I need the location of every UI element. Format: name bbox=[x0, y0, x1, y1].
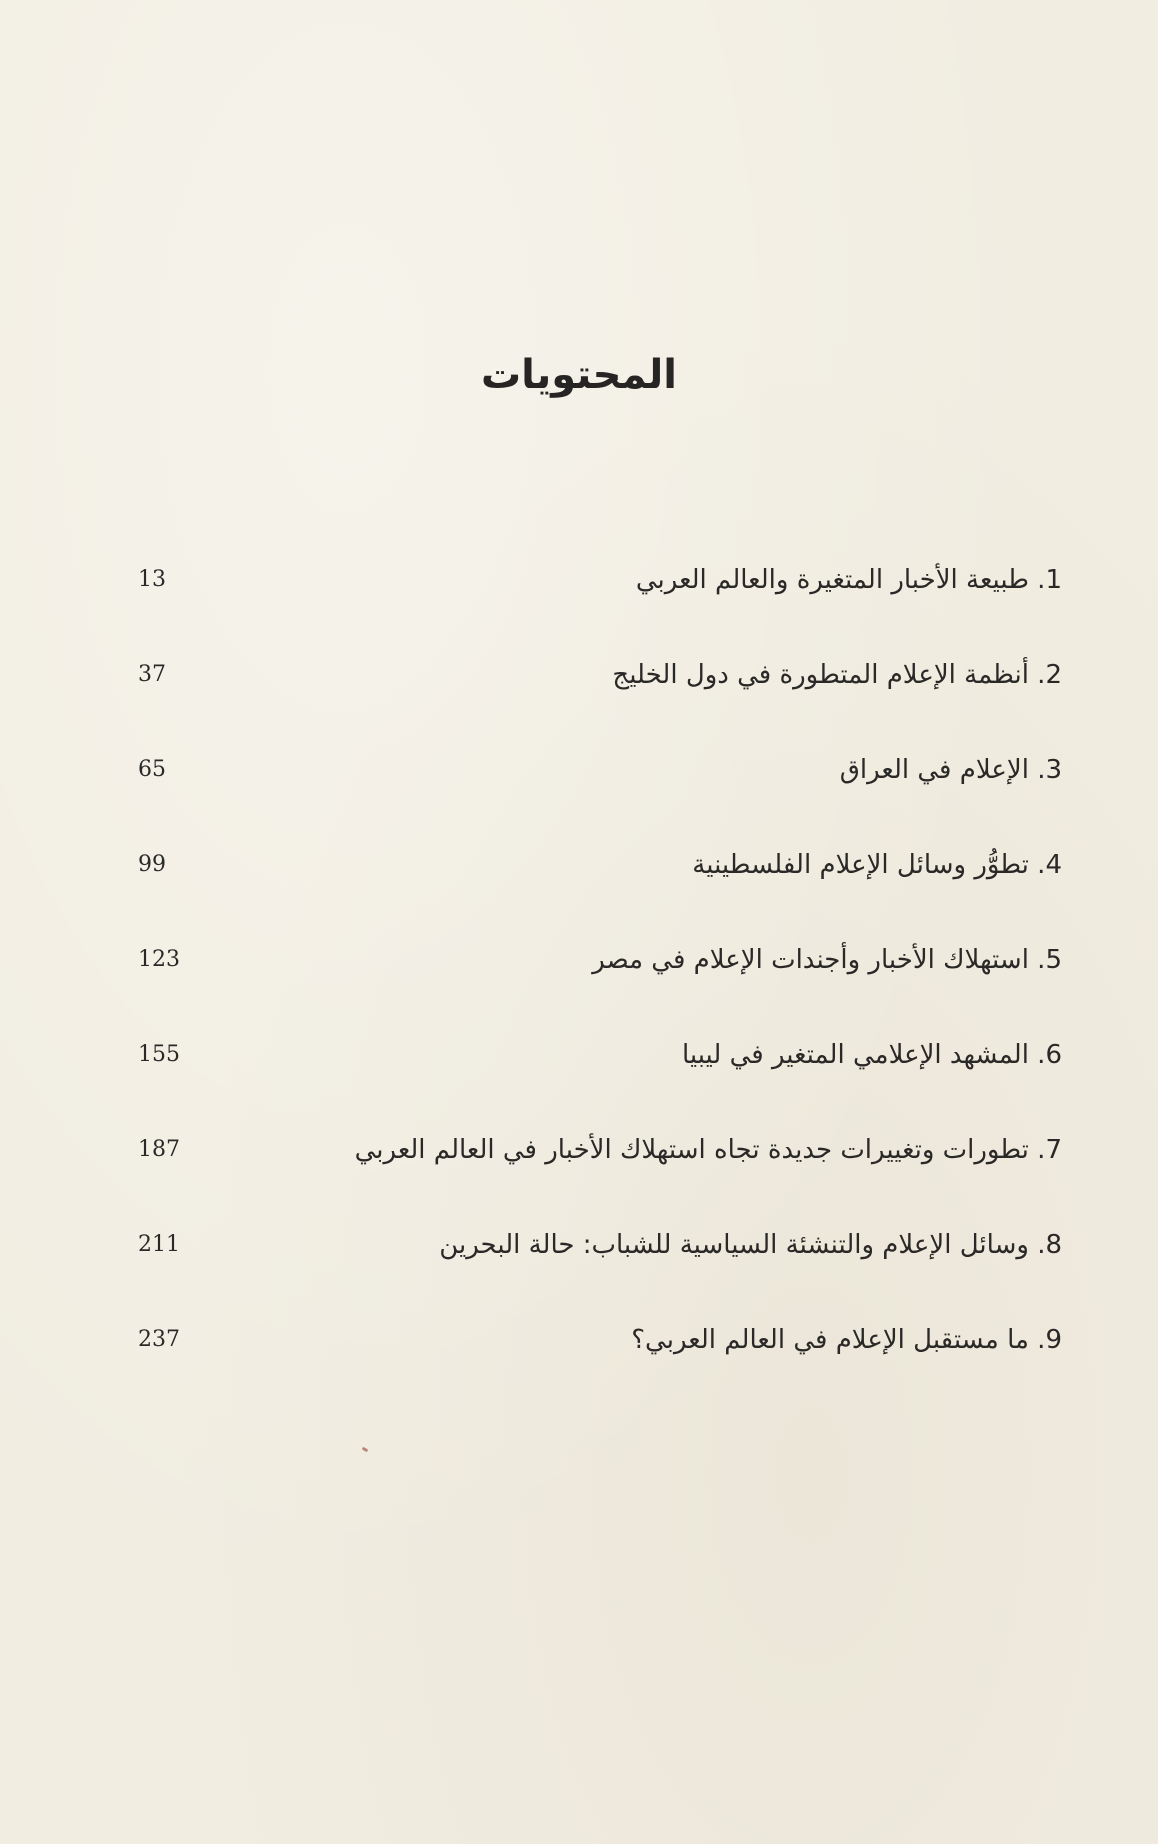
toc-entry-8 bbox=[130, 1221, 1062, 1316]
toc-entry-2 bbox=[130, 651, 1062, 746]
toc-entry-page-number: 187 bbox=[138, 1137, 180, 1162]
toc-entry-3 bbox=[130, 746, 1062, 841]
toc-entry-title: 7. تطورات وتغييرات جديدة تجاه استهلاك الأخبار في العالم العربي bbox=[354, 1135, 1062, 1165]
toc-entry-7 bbox=[130, 1126, 1062, 1221]
toc-entry-page-number: 123 bbox=[138, 947, 180, 972]
toc-entry-1 bbox=[130, 556, 1062, 651]
toc-entry-page-number: 99 bbox=[138, 852, 166, 877]
toc-entry-page-number: 155 bbox=[138, 1042, 180, 1067]
toc-entry-title: 5. استهلاك الأخبار وأجندات الإعلام في مصر bbox=[592, 945, 1062, 975]
toc-entry-page-number: 13 bbox=[138, 567, 166, 592]
toc-entry-title: 6. المشهد الإعلامي المتغير في ليبيا bbox=[681, 1040, 1062, 1070]
paper-speck bbox=[362, 1447, 369, 1453]
toc-entry-page-number: 211 bbox=[138, 1232, 180, 1257]
toc-entry-9 bbox=[130, 1316, 1062, 1411]
toc-entry-page-number: 237 bbox=[138, 1327, 180, 1352]
toc-entry-page-number: 37 bbox=[138, 662, 166, 687]
toc-entry-5 bbox=[130, 936, 1062, 1031]
toc-entry-title: 8. وسائل الإعلام والتنشئة السياسية للشباب: حالة البحرين bbox=[439, 1230, 1062, 1260]
toc-entry-title: 1. طبيعة الأخبار المتغيرة والعالم العربي bbox=[635, 565, 1062, 595]
toc-entry-title: 3. الإعلام في العراق bbox=[839, 755, 1062, 785]
toc-entry-title: 2. أنظمة الإعلام المتطورة في دول الخليج bbox=[612, 660, 1062, 690]
toc-entry-4 bbox=[130, 841, 1062, 936]
page-title: المحتويات bbox=[480, 352, 677, 398]
toc-entry-page-number: 65 bbox=[138, 757, 166, 782]
toc-entry-6 bbox=[130, 1031, 1062, 1126]
toc-entry-title: 4. تطوُّر وسائل الإعلام الفلسطينية bbox=[692, 850, 1062, 880]
toc-entry-title: 9. ما مستقبل الإعلام في العالم العربي؟ bbox=[631, 1325, 1062, 1355]
table-of-contents bbox=[130, 556, 1062, 1411]
